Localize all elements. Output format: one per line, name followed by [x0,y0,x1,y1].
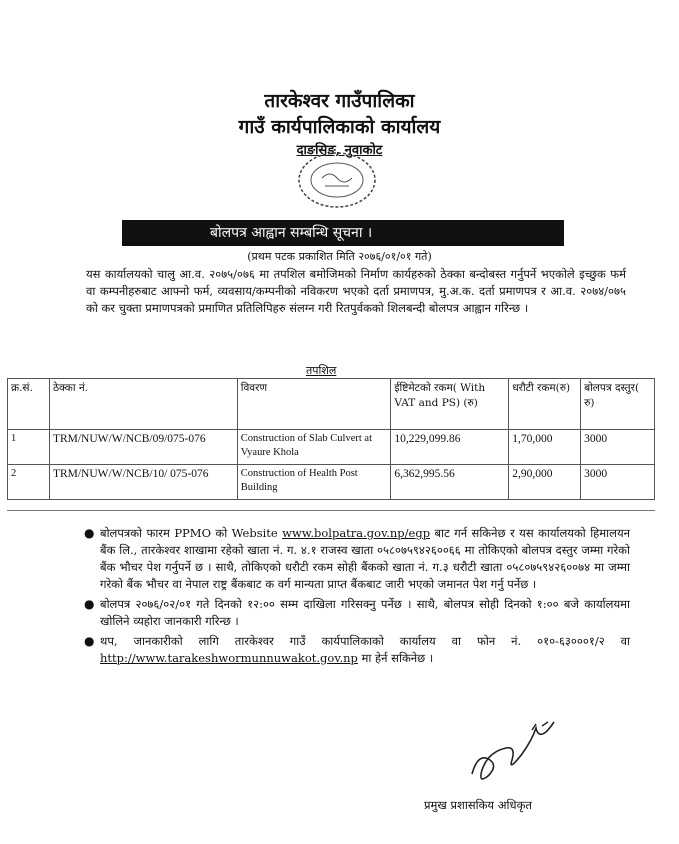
cell-contract: TRM/NUW/W/NCB/10/ 075-076 [49,465,237,500]
header-sn: क्र.सं. [8,379,50,430]
tender-table [7,378,655,500]
cell-contract: TRM/NUW/W/NCB/09/075-076 [49,430,237,465]
cell-deposit: 2,90,000 [509,465,581,500]
published-date: (प्रथम पटक प्रकाशित मिति २०७६/०१/०१ गते) [247,250,432,263]
bullet-icon: ● [84,634,95,648]
cell-sn: 2 [8,465,50,500]
point-2-text: बोलपत्र २०७६/०२/०१ गते दिनको १२:०० सम्म दाखिला गरिसक्नु पर्नेछ । साथै, बोलपत्र सोही दिनको १:०० बजे कार्यालयमा खोलिने व्यहोरा जानकारी गरिन्छ । [100,597,630,628]
table-title: तपशिल [306,364,337,377]
list-item [84,633,630,667]
list-item [84,596,630,630]
office-location: दाङसिङ, नुवाकोट [296,143,383,158]
point-3-text-a: थप, जानकारीको लागि तारकेश्वर गाउँ कार्यपालिकाको कार्यालय वा फोन नं. ०१०-६३०००१/२ वा [100,634,630,648]
office-seal-icon [292,148,382,210]
header-deposit: धरौटी रकम(रु) [509,379,581,430]
point-1-text-b: बाट गर्न सकिनेछ र यस कार्यालयको हिमालयन बैंक लि., तारकेश्वर शाखामा रहेको खाता नं. ग. ४.१ राजस्व खाता ०५८०७५९४२६००६६ मा तोकिएको बोलपत्र दस्तुर जम्मा गरेको बैंक भौचर पेश गर्नुपर्ने छ । साथै, तोकिएको धरौटी रकम सोही बैंकको खाता नं. ग.३ धरौटी खाता ०५८०७५९४२६००७४ मा जम्मा गरेको बैंक भौचर वा नेपाल राष्ट्र बैंकबाट क वर्ग मान्यता प्राप्त बैंकबाट जारी भएको जमानत पेश गर्नु पर्नेछ । [100,526,630,591]
cell-fee: 3000 [581,465,655,500]
cell-fee: 3000 [581,430,655,465]
header-estimate: ईष्टिमेटको रकम( With VAT and PS) (रु) [391,379,509,430]
point-1-text-a: बोलपत्रको फारम PPMO को Website [100,526,283,540]
table-row [8,430,655,465]
cell-estimate: 10,229,099.86 [391,430,509,465]
intro-paragraph: यस कार्यालयको चालु आ.व. २०७५/०७६ मा तपशिल बमोजिमको निर्माण कार्यहरुको ठेक्का बन्दोबस्त गर्नुपर्ने भएकोले इच्छुक फर्म वा कम्पनीहरुबाट आफ्नो फर्म, व्यवसाय/कम्पनीको नविकरण भएको दर्ता प्रमाणपत्र, मु.अ.क. दर्ता प्रमाणपत्र र आ.व. २०७४/०७५ को कर चुक्ता प्रमाणपत्रको प्रमाणित प्रतिलिपिहरु संलग्न गरी रितपुर्वकको शिलबन्दी बोलपत्र आह्वान गरिन्छ । [86,267,626,315]
bolpatra-link[interactable]: www.bolpatra.gov.np/egp [282,526,431,540]
bullet-icon: ● [84,597,95,611]
bullet-icon: ● [84,526,95,540]
header-description: विवरण [237,379,391,430]
signatory-title: प्रमुख प्रशासकिय अधिकृत [424,798,532,812]
notice-points [84,525,630,670]
cell-sn: 1 [8,430,50,465]
table-header-row [8,379,655,430]
point-3-text-b: मा हेर्न सकिनेछ । [357,651,434,665]
cell-description: Construction of Slab Culvert at Vyaure Khola [237,430,391,465]
cell-deposit: 1,70,000 [509,430,581,465]
office-subtitle: गाउँ कार्यपालिकाको कार्यालय [238,116,441,138]
municipality-website-link[interactable]: http://www.tarakeshwormunnuwakot.gov.np [100,651,358,665]
notice-title: बोलपत्र आह्वान सम्बन्धि सूचना । [122,220,564,246]
list-item [84,525,630,593]
table-bottom-rule [7,510,655,511]
cell-estimate: 6,362,995.56 [391,465,509,500]
signature-icon [462,712,572,792]
header-contract: ठेक्का नं. [49,379,237,430]
header-fee: बोलपत्र दस्तुर( रु) [581,379,655,430]
office-name: तारकेश्वर गाउँपालिका [264,90,415,112]
table-row [8,465,655,500]
cell-description: Construction of Health Post Building [237,465,391,500]
